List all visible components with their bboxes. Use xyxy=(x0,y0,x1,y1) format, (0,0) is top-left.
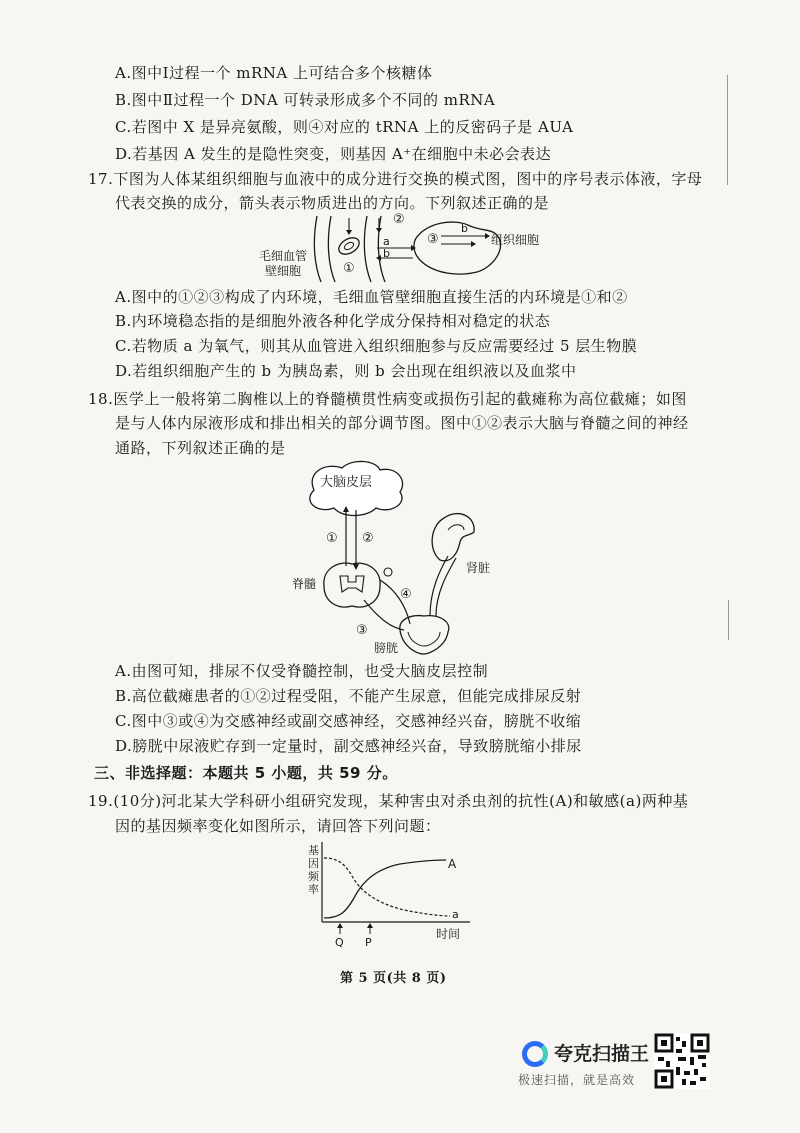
label-bladder: 膀胱 xyxy=(374,641,399,655)
qr-code-icon xyxy=(654,1033,710,1089)
label-n4: ④ xyxy=(400,587,412,602)
label-P: P xyxy=(365,936,372,949)
y-label-3: 频 xyxy=(308,870,319,883)
capillary-wall-right xyxy=(364,216,371,282)
q18-stem-line1: 18.医学上一般将第二胸椎以上的脊髓横贯性病变或损伤引起的截瘫称为高位截瘫；如图 xyxy=(88,390,687,408)
q16-option-b: B.图中Ⅱ过程一个 DNA 可转录形成多个不同的 mRNA xyxy=(115,91,496,109)
label-tissue-cell: 组织细胞 xyxy=(491,233,540,247)
q18-stem-line2: 是与人体内尿液形成和排出相关的部分调节图。图中①②表示大脑与脊髓之间的神经 xyxy=(115,414,689,432)
q19-stem-line1: 19.(10分)河北某大学科研小组研究发现，某种害虫对杀虫剂的抗性(A)和敏感(a)两种基 xyxy=(88,792,689,810)
capillary-wall-left xyxy=(314,216,321,282)
label-capillary-wall: 壁细胞 xyxy=(265,264,302,278)
label-spinal: 脊髓 xyxy=(292,577,317,591)
ureter-left xyxy=(430,556,448,616)
q17-figure xyxy=(255,212,575,286)
q17-stem-line1: 17.下图为人体某组织细胞与血液中的成分进行交换的模式图，图中的序号表示体液，字母 xyxy=(88,170,703,188)
q16-option-a: A.图中Ⅰ过程一个 mRNA 上可结合多个核糖体 xyxy=(115,64,433,82)
red-blood-cell xyxy=(336,234,362,257)
label-n2: ② xyxy=(362,531,374,546)
y-label-1: 基 xyxy=(308,844,319,857)
q18-option-a: A.由图可知，排尿不仅受脊髓控制，也受大脑皮层控制 xyxy=(115,662,489,680)
scan-edge-mark-2 xyxy=(728,600,729,640)
q16-option-d: D.若基因 A 发生的是隐性突变，则基因 A⁺在细胞中未必会表达 xyxy=(115,145,552,163)
page-footer: 第 5 页(共 8 页) xyxy=(340,971,447,986)
label-capillary: 毛细血管 xyxy=(259,249,308,263)
scanner-logo-icon xyxy=(522,1041,548,1067)
q18-stem-line3: 通路，下列叙述正确的是 xyxy=(115,439,286,457)
q18-option-c: C.图中③或④为交感神经或副交感神经，交感神经兴奋，膀胱不收缩 xyxy=(115,712,582,730)
q18-figure xyxy=(280,460,520,660)
label-3: ③ xyxy=(427,232,439,247)
label-1: ① xyxy=(343,261,355,276)
tissue-cell xyxy=(414,222,500,274)
curve-A xyxy=(324,860,446,918)
scanner-brand-name: 夸克扫描王 xyxy=(554,1043,650,1065)
section-title: 三、非选择题：本题共 5 小题，共 59 分。 xyxy=(94,764,398,782)
ganglion xyxy=(384,568,392,576)
curve-a xyxy=(324,858,450,916)
label-a: a xyxy=(383,235,390,248)
label-n1: ① xyxy=(326,531,338,546)
kidney xyxy=(432,514,474,561)
q19-stem-line2: 因的基因频率变化如图所示，请回答下列问题： xyxy=(115,817,441,835)
capillary-wall-left-inner xyxy=(328,216,335,282)
bladder xyxy=(400,616,449,654)
label-b-out: b xyxy=(461,222,468,235)
label-n3: ③ xyxy=(356,623,368,638)
scanner-slogan: 极速扫描，就是高效 xyxy=(518,1073,636,1087)
q17-option-a: A.图中的①②③构成了内环境，毛细血管壁细胞直接生活的内环境是①和② xyxy=(115,288,628,306)
label-curve-A: A xyxy=(448,857,457,871)
label-2: ② xyxy=(393,212,405,227)
y-label-2: 因 xyxy=(308,857,319,870)
q17-option-c: C.若物质 a 为氧气，则其从血管进入组织细胞参与反应需要经过 5 层生物膜 xyxy=(115,337,638,355)
label-b: b xyxy=(383,247,390,260)
q17-stem-line2: 代表交换的成分，箭头表示物质进出的方向。下列叙述正确的是 xyxy=(115,194,550,212)
spinal-cord xyxy=(324,563,380,607)
q18-option-b: B.高位截瘫患者的①②过程受阻，不能产生尿意，但能完成排尿反射 xyxy=(115,687,582,705)
ureter-right xyxy=(436,558,456,616)
q19-gene-frequency-chart xyxy=(300,838,480,950)
q16-option-c: C.若图中 X 是异亮氨酸，则④对应的 tRNA 上的反密码子是 AUA xyxy=(115,118,574,136)
scan-edge-mark xyxy=(727,75,728,185)
q17-option-b: B.内环境稳态指的是细胞外液各种化学成分保持相对稳定的状态 xyxy=(115,312,551,330)
q18-option-d: D.膀胱中尿液贮存到一定量时，副交感神经兴奋，导致膀胱缩小排尿 xyxy=(115,737,582,755)
label-kidney: 肾脏 xyxy=(466,561,491,575)
label-curve-a: a xyxy=(452,908,459,921)
label-Q: Q xyxy=(335,936,344,949)
y-label-4: 率 xyxy=(308,883,319,896)
label-x-axis: 时间 xyxy=(436,927,461,941)
label-cortex: 大脑皮层 xyxy=(320,475,373,490)
q17-option-d: D.若组织细胞产生的 b 为胰岛素，则 b 会出现在组织液以及血浆中 xyxy=(115,362,577,380)
